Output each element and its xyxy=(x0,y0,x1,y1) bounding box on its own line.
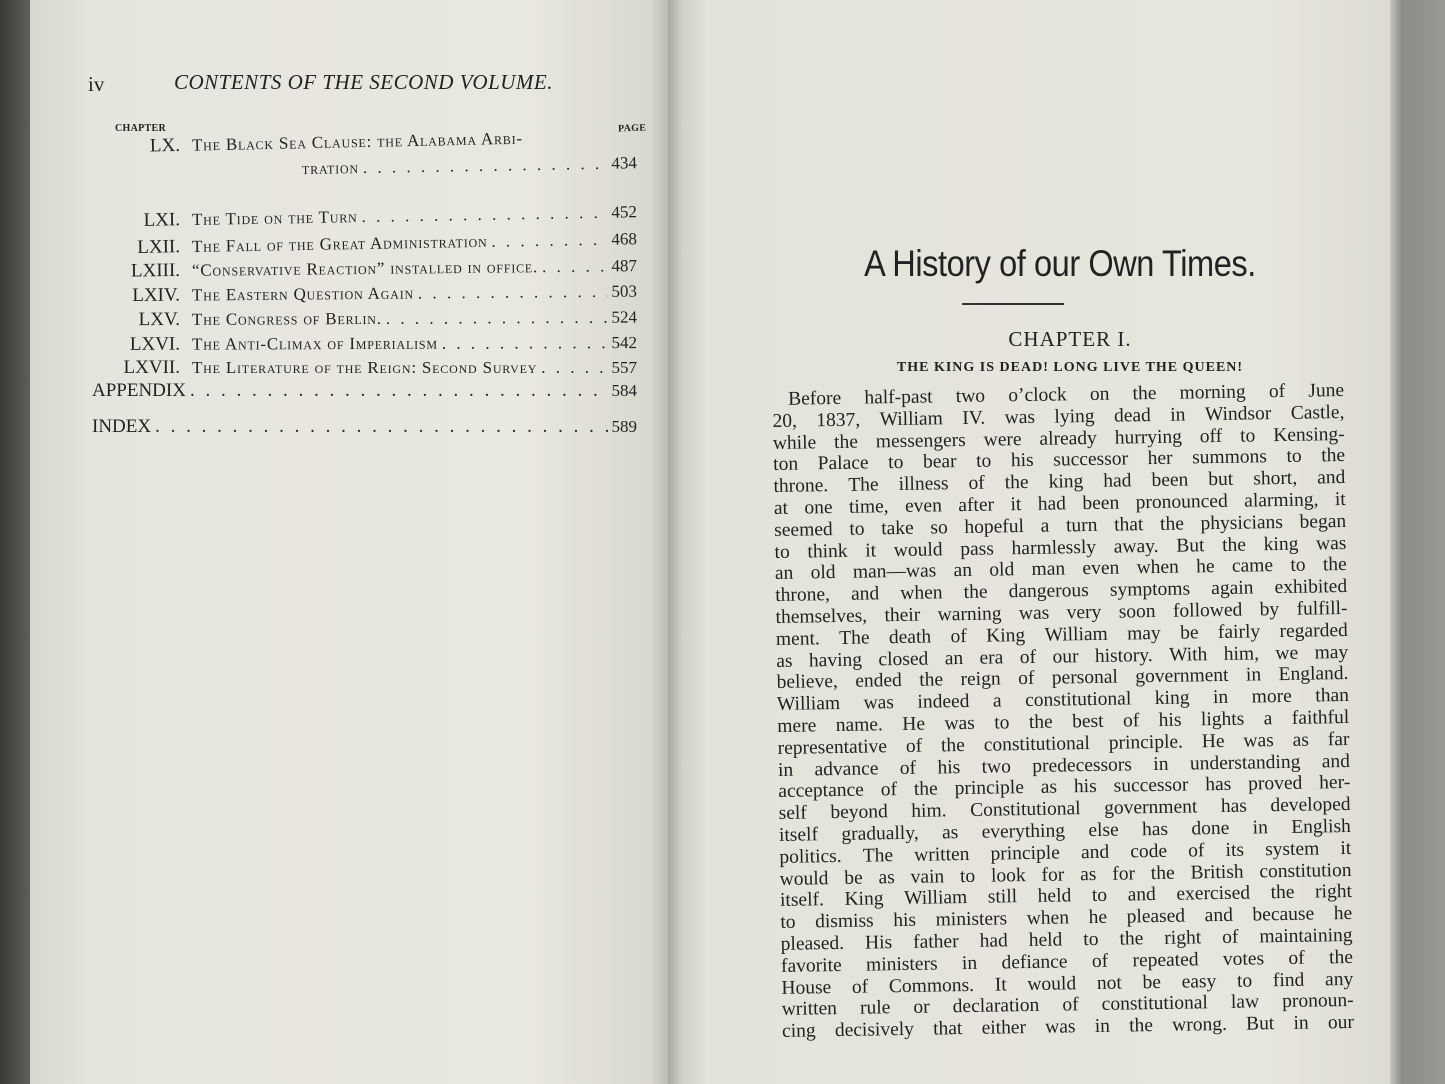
leader-dots xyxy=(541,358,607,378)
text-line: self beyond him. Constitutional government has developed xyxy=(778,794,1351,825)
text-line: ment. The death of King William may be fairly regarded xyxy=(775,619,1348,650)
text-line: itself. King William still held to and exercised the right xyxy=(779,881,1353,912)
toc-index-label: INDEX xyxy=(92,416,152,437)
toc-chapter-number: LX. xyxy=(149,134,181,157)
leader-dots xyxy=(155,416,607,438)
leader-dots xyxy=(542,256,608,277)
leader-dots xyxy=(418,282,608,304)
running-head-title: CONTENTS OF THE SECOND VOLUME. xyxy=(174,70,553,94)
text-line: seemed to take so hopeful a turn that the physicians began xyxy=(774,510,1347,541)
title-rule xyxy=(962,303,1064,305)
toc-chapter-number: LXV. xyxy=(138,308,181,331)
toc-entry xyxy=(92,332,637,358)
text-line: throne, and when the dangerous symptoms again exhibited xyxy=(775,576,1348,607)
text-line: themselves, their warning was very soon followed by fulfill- xyxy=(775,597,1348,628)
toc-appendix-label: APPENDIX xyxy=(92,380,186,401)
text-line: an old man—was an old man even when he came to the xyxy=(774,554,1347,585)
toc-entry xyxy=(92,307,637,334)
leader-dots xyxy=(363,154,608,178)
toc-chapter-title: “Conservative Reaction” installed in office. xyxy=(191,257,539,280)
leader-dots xyxy=(442,333,608,354)
toc-page-number: 524 xyxy=(611,307,638,327)
toc-page-number: 542 xyxy=(611,333,638,353)
text-line: to dismiss his ministers when he pleased and because he xyxy=(780,903,1353,934)
toc-appendix xyxy=(92,380,637,404)
toc-chapter-title-continued: tration xyxy=(301,158,360,179)
toc-chapter-number: LXII. xyxy=(137,236,181,258)
leader-dots xyxy=(491,230,607,252)
text-line: at one time, even after it had been pronounced alarming, it xyxy=(773,488,1346,519)
text-line: written rule or declaration of constitutional law pronoun- xyxy=(781,990,1354,1021)
toc-chapter-number: LXI. xyxy=(143,209,181,231)
book-title: A History of our Own Times. xyxy=(864,243,1256,284)
text-line: cing decisively that either was in the wrong. But in our xyxy=(781,1012,1355,1043)
body-text xyxy=(772,380,1354,1043)
leader-dots xyxy=(190,380,608,402)
toc-chapter-title: The Eastern Question Again xyxy=(191,283,415,305)
page-edges xyxy=(1390,0,1445,1084)
text-line: representative of the constitutional principle. He was as far xyxy=(777,728,1350,759)
toc-page-number: 434 xyxy=(611,153,638,173)
toc-chapter-title: The Fall of the Great Administration xyxy=(191,231,488,257)
toc-chapter-title: The Anti-Climax of Imperialism xyxy=(191,333,438,354)
text-line: itself gradually, as everything else has done in English xyxy=(778,815,1351,846)
chapter-heading: CHAPTER I. xyxy=(1008,327,1132,351)
text-line: as having closed an era of our history. With him, we may xyxy=(776,641,1349,672)
toc-page-number: 584 xyxy=(611,381,637,400)
text-line: favorite ministers in defiance of repeated votes of the xyxy=(780,946,1354,977)
text-line: House of Commons. It would not be easy to find any xyxy=(781,968,1354,999)
text-line: William was indeed a constitutional king in more than xyxy=(776,685,1350,716)
text-line: ton Palace to bear to his successor her summons to the xyxy=(773,445,1346,476)
toc-page-number: 589 xyxy=(611,417,637,436)
toc-chapter-title: The Congress of Berlin. xyxy=(191,308,382,329)
toc-chapter-title: The Literature of the Reign: Second Survey xyxy=(192,358,538,377)
toc-page-number: 487 xyxy=(611,256,638,276)
running-head xyxy=(88,70,553,97)
toc-chapter-number: LXIII. xyxy=(130,259,181,282)
text-line: to think it would pass harmlessly away. But the king was xyxy=(774,532,1347,563)
text-line: politics. The written principle and code of its system it xyxy=(779,837,1352,868)
text-line: pleased. His father had held to the right of maintaining xyxy=(780,924,1353,955)
toc-index xyxy=(92,416,637,440)
toc-page-number: 468 xyxy=(611,229,638,249)
chapter-subtitle: THE KING IS DEAD! LONG LIVE THE QUEEN! xyxy=(896,360,1244,375)
text-line: throne. The illness of the king had been but short, and xyxy=(773,467,1346,498)
toc-page-number: 452 xyxy=(611,202,638,222)
leader-dots xyxy=(386,308,608,329)
toc-chapter-number: LXVI. xyxy=(129,333,181,355)
text-line: in advance of his two predecessors in understanding and xyxy=(777,750,1351,781)
leader-dots xyxy=(361,203,607,227)
page-column-label: PAGE xyxy=(617,122,647,135)
page-number: iv xyxy=(88,72,105,96)
text-line: acceptance of the principle as his successor has proved her- xyxy=(778,772,1351,803)
text-line: 20, 1837, William IV. was lying dead in Windsor Castle, xyxy=(772,401,1345,432)
text-line: Before half-past two o’clock on the morning of June xyxy=(787,380,1345,410)
toc-page-number: 557 xyxy=(611,358,637,377)
toc-entry xyxy=(92,357,637,381)
toc-chapter-number: LXVII. xyxy=(123,357,180,378)
toc-chapter-number: LXIV. xyxy=(132,284,181,307)
text-line: would be as vain to look for as for the British constitution xyxy=(779,859,1352,890)
text-line: while the messengers were already hurrying off to Kensing- xyxy=(772,423,1345,454)
toc-entry xyxy=(92,281,637,310)
toc-page-number: 503 xyxy=(611,281,638,301)
chapter-column-label: CHAPTER xyxy=(115,123,166,134)
text-line: mere name. He was to the best of his lights a faithful xyxy=(777,706,1350,737)
toc-chapter-title: The Black Sea Clause: the Alabama Arbi- xyxy=(191,128,524,155)
toc-chapter-title: The Tide on the Turn xyxy=(191,207,358,230)
text-line: believe, ended the reign of personal government in England. xyxy=(776,663,1349,694)
